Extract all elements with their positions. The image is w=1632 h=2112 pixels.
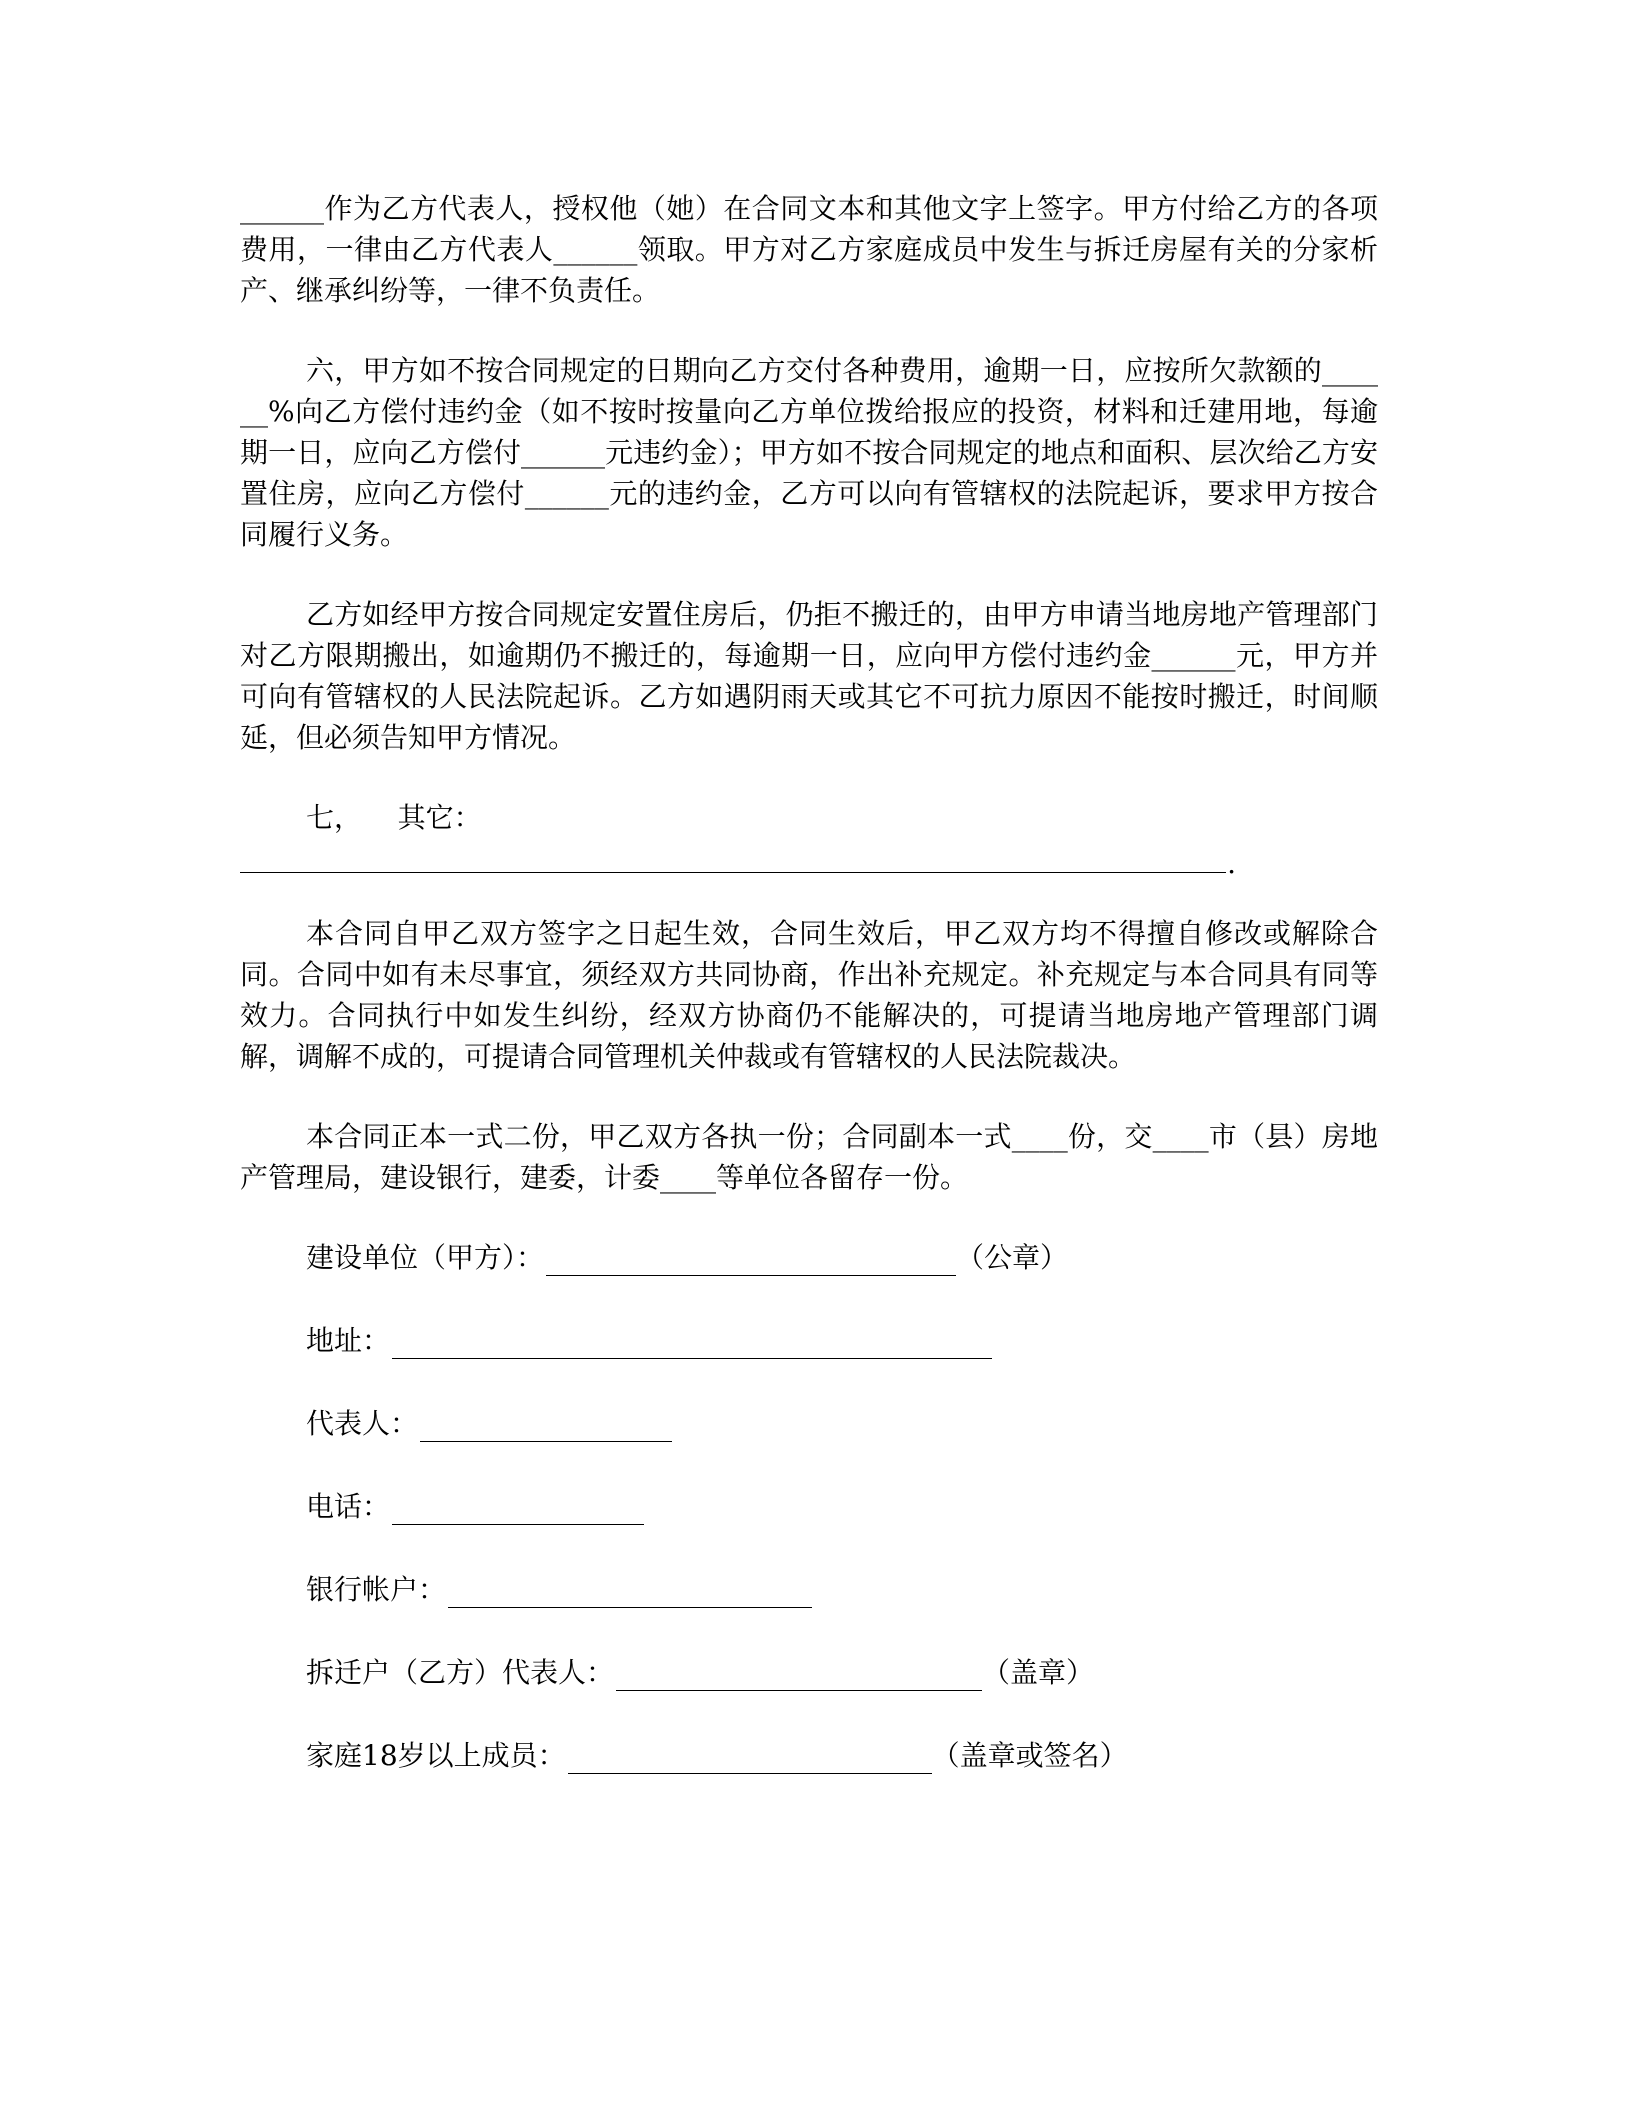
relocatee-field <box>306 1655 1378 1691</box>
paragraph-representative: ______作为乙方代表人，授权他（她）在合同文本和其他文字上签字。甲方付给乙方的各项费用，一律由乙方代表人______领取。甲方对乙方家庭成员中发生与拆迁房屋有关的分家析产、继承纠纷等，一律不负责任。 <box>240 192 1378 307</box>
relocatee-blank[interactable] <box>616 1660 982 1691</box>
bank-account-label: 银行帐户： <box>306 1573 447 1606</box>
paragraph-gap <box>240 555 1378 594</box>
contract-page <box>240 188 1378 1774</box>
builder-field <box>306 1240 1378 1276</box>
paragraph-effectiveness: 本合同自甲乙双方签字之日起生效，合同生效后，甲乙双方均不得擅自修改或解除合同。合同中如有未尽事宜，须经双方共同协商，作出补充规定。补充规定与本合同具有同等效力。合同执行中如发生纠纷，经双方协商仍不能解决的，可提请当地房地产管理部门调解，调解不成的，可提请合同管理机关仲裁或有管辖权的人民法院裁决。 <box>240 917 1378 1073</box>
representative-label: 代表人： <box>306 1407 419 1440</box>
clause-seven-blank-line[interactable] <box>240 838 1236 880</box>
family-members-field <box>306 1738 1378 1774</box>
family-members-label: 家庭18岁以上成员： <box>306 1739 566 1772</box>
phone-label: 电话： <box>306 1490 391 1523</box>
bank-account-blank[interactable] <box>448 1577 812 1608</box>
address-blank[interactable] <box>392 1328 992 1359</box>
clause-seven-heading: 七， 其它： <box>306 801 482 834</box>
paragraph-gap <box>240 311 1378 350</box>
bank-account-field <box>306 1572 1378 1608</box>
address-label: 地址： <box>306 1324 391 1357</box>
relocatee-label: 拆迁户（乙方）代表人： <box>306 1656 615 1689</box>
representative-field <box>306 1406 1378 1442</box>
paragraph-clause-six: 六，甲方如不按合同规定的日期向乙方交付各种费用，逾期一日，应按所欠款额的______%向乙方偿付违约金（如不按时按量向乙方单位拨给报应的投资，材料和迁建用地，每逾期一日，应向乙方偿付______元违约金）；甲方如不按合同规定的地点和面积、层次给乙方安置住房，应向乙方偿付______元的违约金，乙方可以向有管辖权的法院起诉，要求甲方按合同履行义务。 <box>240 354 1378 551</box>
representative-blank[interactable] <box>420 1411 672 1442</box>
phone-blank[interactable] <box>392 1494 644 1525</box>
phone-field <box>306 1489 1378 1525</box>
family-members-seal-note: （盖章或签名） <box>931 1739 1128 1772</box>
paragraph-gap <box>240 1198 1378 1240</box>
builder-seal-note: （公章） <box>956 1241 1069 1274</box>
relocatee-seal-note: （盖章） <box>982 1656 1095 1689</box>
paragraph-copies: 本合同正本一式二份，甲乙双方各执一份；合同副本一式____份，交____市（县）房地产管理局，建设银行，建委，计委____等单位各留存一份。 <box>240 1120 1378 1194</box>
builder-label: 建设单位（甲方）： <box>306 1241 545 1274</box>
paragraph-gap <box>240 873 1378 913</box>
clause-seven-end-dot: . <box>1227 847 1236 880</box>
builder-blank[interactable] <box>546 1245 956 1276</box>
paragraph-gap <box>240 1077 1378 1116</box>
family-members-blank[interactable] <box>568 1743 932 1774</box>
address-field <box>306 1323 1378 1359</box>
paragraph-relocation-penalty: 乙方如经甲方按合同规定安置住房后，仍拒不搬迁的，由甲方申请当地房地产管理部门对乙方限期搬出，如逾期仍不搬迁的，每逾期一日，应向甲方偿付违约金______元，甲方并可向有管辖权的人民法院起诉。乙方如遇阴雨天或其它不可抗力原因不能按时搬迁，时间顺延，但必须告知甲方情况。 <box>240 598 1378 754</box>
paragraph-gap <box>240 758 1378 797</box>
